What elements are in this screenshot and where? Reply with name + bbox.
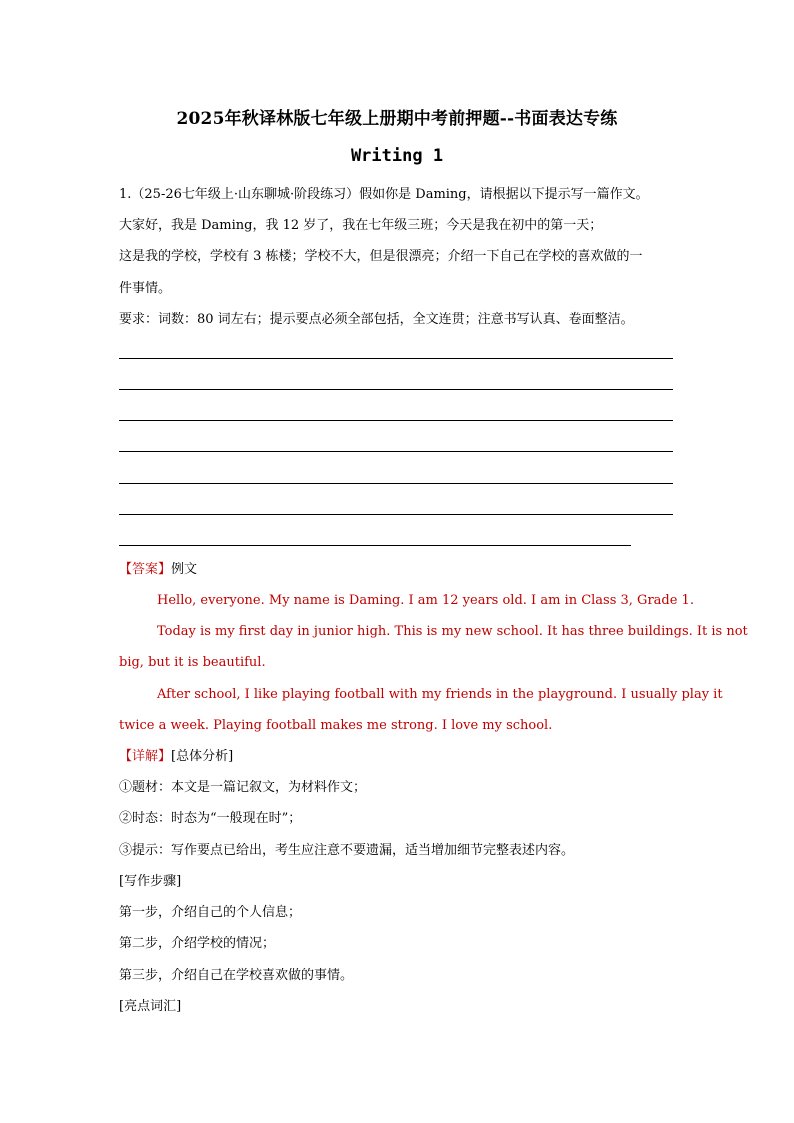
step-2: 第二步，介绍学校的情况； — [119, 936, 276, 951]
answer-blank-line — [119, 545, 631, 546]
answer-tag: 【答案】 — [119, 562, 172, 577]
question-line-2: 大家好，我是 Daming，我 12 岁了，我在七年级三班；今天是我在初中的第一天； — [119, 218, 603, 233]
step-3: 第三步，介绍自己在学校喜欢做的事情。 — [119, 968, 354, 983]
question-line-4: 件事情。 — [119, 281, 172, 296]
answer-blank-line — [119, 483, 673, 484]
document-subtitle: Writing 1 — [350, 146, 444, 166]
sample-paragraph-2-line-2: big, but it is beautiful. — [119, 655, 266, 670]
analysis-item-3: ③提示：写作要点已给出，考生应注意不要遗漏，适当增加细节完整表述内容。 — [119, 843, 575, 858]
sample-paragraph-3-line-1: After school, I like playing football with my friends in the playground. I usually play it — [157, 687, 723, 702]
step-1: 第一步，介绍自己的个人信息； — [119, 905, 302, 920]
answer-label: 例文 — [171, 562, 198, 577]
steps-label: [写作步骤] — [119, 874, 182, 889]
sample-paragraph-2-line-1: Today is my first day in junior high. This is my new school. It has three buildings. It is not — [157, 624, 748, 639]
analysis-item-1: ①题材：本文是一篇记叙文，为材料作文； — [119, 780, 367, 795]
question-line-1: 1.（25-26七年级上·山东聊城·阶段练习）假如你是 Daming，请根据以下提示写一篇作文。 — [119, 187, 649, 202]
vocabulary-label: [亮点词汇] — [119, 999, 182, 1014]
sample-paragraph-3-line-2: twice a week. Playing football makes me strong. I love my school. — [119, 718, 553, 733]
analysis-item-2: ②时态：时态为“一般现在时”； — [119, 811, 302, 826]
sample-paragraph-1: Hello, everyone. My name is Daming. I am 12 years old. I am in Class 3, Grade 1. — [157, 593, 694, 608]
document-title: 2025年秋译林版七年级上册期中考前押题--书面表达专练 — [176, 109, 618, 129]
detail-heading — [119, 748, 233, 766]
question-line-3: 这是我的学校，学校有 3 栋楼；学校不大，但是很漂亮；介绍一下自己在学校的喜欢做的一 — [119, 249, 643, 264]
detail-label: [总体分析] — [171, 749, 234, 764]
detail-tag: 【详解】 — [119, 749, 172, 764]
answer-blank-line — [119, 451, 673, 452]
answer-blank-line — [119, 514, 673, 515]
question-requirement: 要求：词数：80 词左右；提示要点必须全部包括，全文连贯；注意书写认真、卷面整洁。 — [119, 312, 634, 327]
answer-blank-line — [119, 389, 673, 390]
answer-blank-line — [119, 358, 673, 359]
answer-blank-line — [119, 420, 673, 421]
answer-heading — [119, 561, 197, 579]
